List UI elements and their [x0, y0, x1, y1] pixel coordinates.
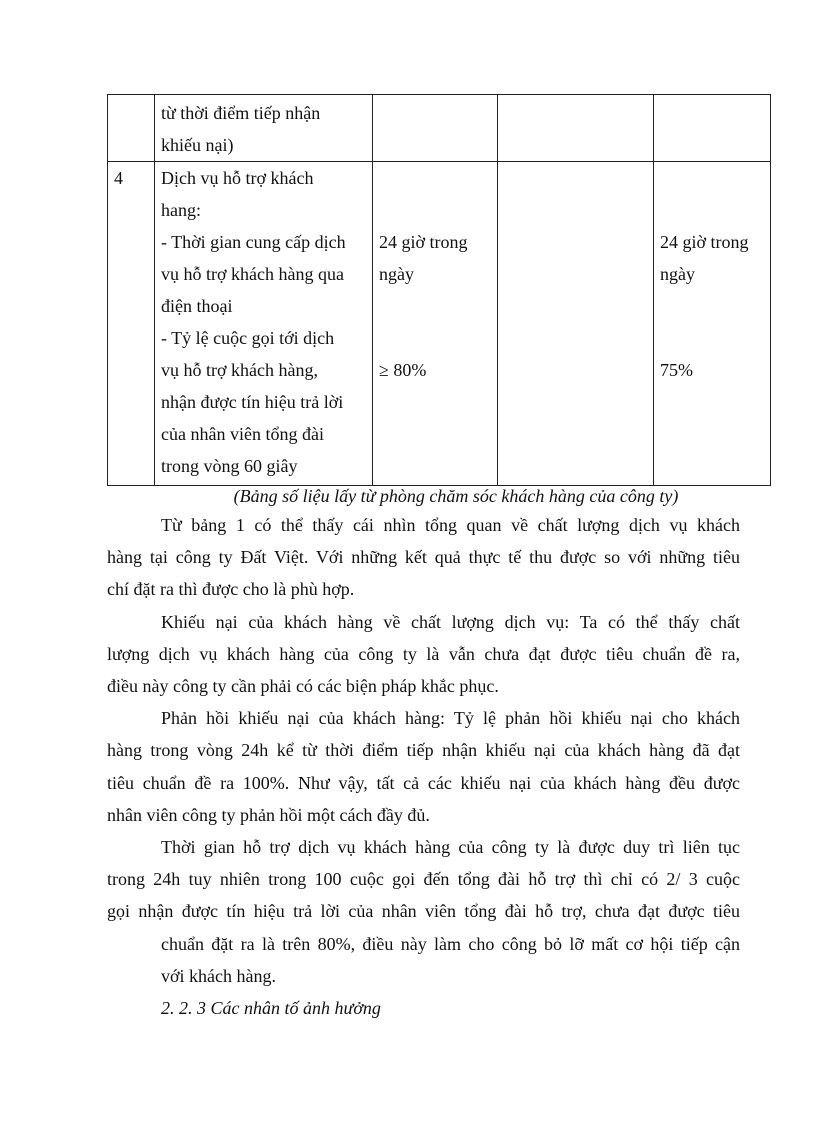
service-quality-table [107, 94, 771, 486]
standard-rate: ≥ 80% [379, 360, 427, 380]
result-time-line: 24 giờ trong [660, 232, 749, 252]
commitment-cell [498, 162, 654, 486]
result-cell [654, 95, 771, 162]
paragraph-line: nhân viên công ty phản hồi một cách đầy đủ. [107, 804, 430, 825]
standard-cell [373, 162, 498, 486]
criterion-line: nhận được tín hiệu trả lời [161, 392, 344, 412]
result-cell [654, 162, 771, 486]
criterion-cell [155, 162, 373, 486]
stt-cell [108, 95, 155, 162]
criterion-line: khiếu nại) [161, 135, 234, 155]
criterion-line: của nhân viên tổng đài [161, 424, 324, 444]
table-row [108, 162, 771, 486]
section-heading: 2. 2. 3 Các nhân tố ảnh hưởng [161, 998, 381, 1018]
criterion-cell [155, 95, 373, 162]
paragraph-line: Khiếu nại của khách hàng về chất lượng dịch vụ: Ta có thể thấy chất [161, 611, 740, 632]
criterion-line: hang: [161, 200, 201, 220]
criterion-line: - Tỷ lệ cuộc gọi tới dịch [161, 328, 335, 348]
standard-time-line: 24 giờ trong [379, 232, 468, 252]
criterion-line: Dịch vụ hỗ trợ khách [161, 168, 314, 188]
paragraph-line: hàng tại công ty Đất Việt. Với những kết quả thực tế thu được so với những tiêu [107, 547, 740, 568]
paragraph-line: Phản hồi khiếu nại của khách hàng: Tỷ lệ phản hồi khiếu nại cho khách [161, 708, 740, 729]
paragraph-line: điều này công ty cần phải có các biện pháp khắc phục. [107, 676, 499, 696]
paragraph-line: lượng dịch vụ khách hàng của công ty là vẫn chưa đạt được tiêu chuẩn đề ra, [107, 643, 740, 664]
criterion-line: từ thời điểm tiếp nhận [161, 103, 321, 123]
table-row [108, 95, 771, 162]
result-time-line: ngày [660, 264, 695, 284]
commitment-cell [498, 95, 654, 162]
paragraph-line: gọi nhận được tín hiệu trả lời của nhân viên tổng đài hỗ trợ, chưa đạt được tiêu [107, 901, 740, 922]
paragraph-line: Từ bảng 1 có thể thấy cái nhìn tổng quan về chất lượng dịch vụ khách [161, 515, 740, 535]
paragraph-line: Thời gian hỗ trợ dịch vụ khách hàng của công ty là được duy trì liên tục [161, 837, 740, 857]
criterion-line: vụ hỗ trợ khách hàng qua [161, 264, 344, 284]
criterion-line: - Thời gian cung cấp dịch [161, 232, 346, 252]
criterion-line: trong vòng 60 giây [161, 456, 298, 476]
paragraph-line: hàng trong vòng 24h kể từ thời điểm tiếp nhận khiếu nại của khách hàng đã đạt [107, 740, 740, 761]
criterion-line: điện thoại [161, 296, 233, 316]
stt-cell: 4 [108, 162, 155, 486]
table-caption: (Bảng số liệu lấy từ phòng chăm sóc khách hàng của công ty) [233, 486, 679, 506]
paragraph-line: trong 24h tuy nhiên trong 100 cuộc gọi đến tổng đài hỗ trợ thì chỉ có 2/ 3 cuộc [107, 869, 740, 890]
standard-cell [373, 95, 498, 162]
result-rate: 75% [660, 360, 693, 380]
paragraph-line: tiêu chuẩn đề ra 100%. Như vậy, tất cả các khiếu nại của khách hàng đều được [107, 772, 740, 793]
standard-time-line: ngày [379, 264, 414, 284]
paragraph-line: chí đặt ra thì được cho là phù hợp. [107, 579, 355, 600]
paragraph-line: chuẩn đặt ra là trên 80%, điều này làm cho công bỏ lỡ mất cơ hội tiếp cận [161, 933, 740, 954]
criterion-line: vụ hỗ trợ khách hàng, [161, 360, 318, 380]
paragraph-line: với khách hàng. [161, 965, 276, 986]
